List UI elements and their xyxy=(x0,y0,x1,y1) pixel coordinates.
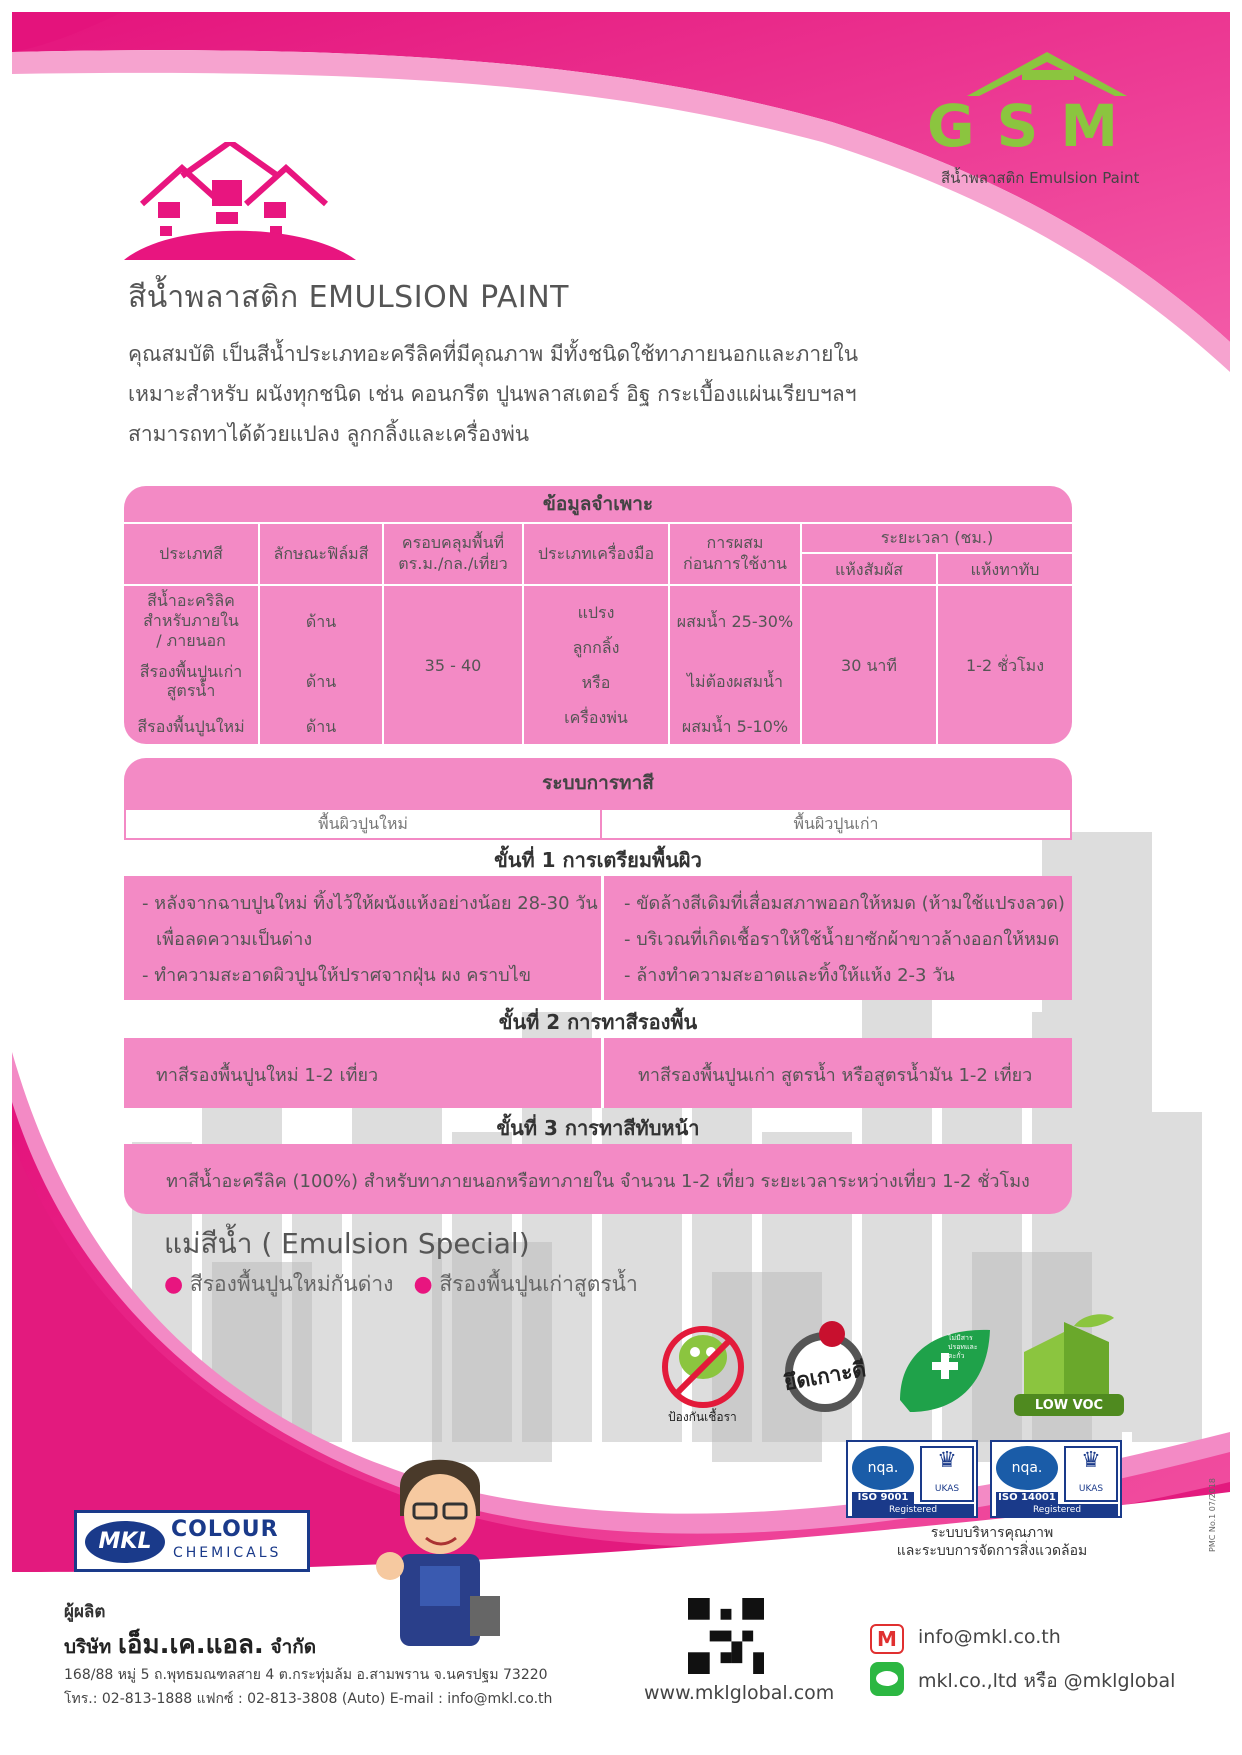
gmail-icon: M xyxy=(870,1624,904,1654)
low-voc-label: LOW VOC xyxy=(1034,1398,1104,1413)
cert-caption-line1: ระบบบริหารคุณภาพ xyxy=(930,1525,1054,1541)
line-id-link[interactable]: mkl.co.,ltd หรือ @mklglobal xyxy=(918,1670,1176,1692)
row1-type-line2: สำหรับภายใน xyxy=(143,611,239,630)
row2-film: ด้าน xyxy=(305,671,337,691)
row2-mix: ไม่ต้องผสมน้ำ xyxy=(686,671,783,691)
gsm-logo-subtitle: สีน้ำพลาสติก Emulsion Paint xyxy=(941,169,1140,187)
bullet-icon: ● xyxy=(413,1272,433,1297)
row2-type-line2: สูตรน้ำ xyxy=(166,681,216,700)
mother-item: สีรองพื้นปูนเก่าสูตรน้ำ xyxy=(439,1272,638,1296)
step1-new-line: - ทำความสะอาดผิวปูนให้ปราศจากฝุ่น ผง คราบไข xyxy=(142,965,532,986)
germ-blocked-icon xyxy=(648,1312,758,1412)
low-voc-badge xyxy=(1014,1312,1124,1422)
system-heading: ระบบการทาสี xyxy=(124,758,1072,808)
product-description xyxy=(128,334,988,454)
header-time: ระยะเวลา (ชม.) xyxy=(880,527,994,547)
website-link[interactable]: www.mklglobal.com xyxy=(644,1682,835,1704)
mkl-logo-mark: MKL xyxy=(85,1521,165,1563)
mother-title: แม่สีน้ำ ( Emulsion Special) xyxy=(164,1227,530,1260)
step2-old-text: ทาสีรองพื้นปูนเก่า สูตรน้ำ หรือสูตรน้ำมัน 1-2 เที่ยว xyxy=(638,1065,1033,1086)
description-line: คุณสมบัติ เป็นสีน้ำประเภทอะครีลิคที่มีคุณภาพ มีทั้งชนิดใช้ทาภายนอกและภายใน xyxy=(128,342,859,366)
antifungal-badge xyxy=(648,1312,758,1422)
ukas-label: UKAS xyxy=(1078,1484,1104,1494)
qr-code-icon xyxy=(688,1598,764,1674)
email-link[interactable]: info@mkl.co.th xyxy=(918,1626,1061,1648)
coverage-value: 35 - 40 xyxy=(424,655,482,675)
gsm-logo xyxy=(927,48,1167,188)
line-chat-icon xyxy=(870,1662,904,1696)
mkl-logo-word1: COLOUR xyxy=(171,1517,279,1542)
header-tool: ประเภทเครื่องมือ xyxy=(537,543,655,563)
header-coverage-line1: ครอบคลุมพื้นที่ xyxy=(401,533,505,552)
tool-item: แปรง xyxy=(577,603,615,622)
company-contact: โทร.: 02-813-1888 แฟกซ์ : 02-813-3808 (Auto) E-mail : info@mkl.co.th xyxy=(64,1691,553,1707)
header-dry-touch: แห้งสัมผัส xyxy=(834,559,904,579)
tool-item: ลูกกลิ้ง xyxy=(572,638,620,657)
registered-label: Registered xyxy=(996,1504,1118,1516)
step2-new-text: ทาสีรองพื้นปูนใหม่ 1-2 เที่ยว xyxy=(156,1065,379,1086)
safe-badge xyxy=(890,1320,1000,1420)
cert-caption-line2: และระบบการจัดการสิ่งแวดล้อม xyxy=(896,1543,1088,1559)
adhesion-badge xyxy=(770,1312,880,1422)
antifungal-label: ป้องกันเชื้อรา xyxy=(668,1410,737,1424)
step2-heading: ขั้นที่ 2 การทาสีรองพื้น xyxy=(498,1010,698,1034)
spec-table-heading: ข้อมูลจำเพาะ xyxy=(542,493,654,515)
step3-heading: ขั้นที่ 3 การทาสีทับหน้า xyxy=(496,1116,700,1140)
step2-box xyxy=(124,1038,1072,1108)
ukas-crown-icon: ♛ xyxy=(1064,1446,1118,1502)
step1-old-line: - ขัดล้างสีเดิมที่เสื่อมสภาพออกให้หมด (ห้ามใช้แปรงลวด) xyxy=(624,893,1065,914)
header-paint-type: ประเภทสี xyxy=(159,543,223,563)
row1-type-line3: / ภายนอก xyxy=(156,631,226,650)
producer-label: ผู้ผลิต xyxy=(64,1602,106,1622)
row2-type xyxy=(124,656,258,706)
header-dry-recoat: แห้งทาทับ xyxy=(970,559,1040,579)
row1-type-line1: สีน้ำอะคริลิค xyxy=(147,591,235,610)
header-mix xyxy=(670,522,800,584)
dry-recoat-value: 1-2 ชั่วโมง xyxy=(965,655,1044,675)
iso14001-label: ISO 14001 xyxy=(996,1492,1058,1504)
nqa-logo: nqa. xyxy=(852,1446,914,1490)
company-name xyxy=(64,1624,316,1665)
description-line: เหมาะสำหรับ ผนังทุกชนิด เช่น คอนกรีต ปูนพลาสเตอร์ อิฐ กระเบื้องแผ่นเรียบฯลฯ xyxy=(128,382,857,406)
row1-mix: ผสมน้ำ 25-30% xyxy=(676,611,794,631)
spec-table xyxy=(124,486,1072,744)
header-coverage-line2: ตร.ม./กล./เที่ยว xyxy=(398,554,508,573)
system-col-new: พื้นผิวปูนใหม่ xyxy=(124,808,602,840)
page-title: สีน้ำพลาสติก EMULSION PAINT xyxy=(128,280,569,315)
tools-list xyxy=(524,586,668,744)
step1-old-line: - บริเวณที่เกิดเชื้อราให้ใช้น้ำยาซักผ้าขาวล้างออกให้หมด xyxy=(624,929,1060,950)
row2-type-line1: สีรองพื้นปูนเก่า xyxy=(139,662,243,681)
safe-label: ไม่มีสารปรอทและตะกั่ว xyxy=(948,1334,978,1360)
bullet-icon: ● xyxy=(164,1272,184,1297)
step1-old-line: - ล้างทำความสะอาดและทิ้งให้แห้ง 2-3 วัน xyxy=(624,965,955,986)
iso14001-cert xyxy=(990,1440,1122,1518)
adhesion-label: ยึดเกาะดี xyxy=(782,1357,868,1395)
header-film: ลักษณะฟิล์มสี xyxy=(273,543,369,563)
ukas-crown-icon: ♛ xyxy=(920,1446,974,1502)
row3-type: สีรองพื้นปูนใหม่ xyxy=(137,716,245,736)
mkl-logo xyxy=(74,1510,310,1572)
cert-caption xyxy=(872,1524,1112,1560)
row3-mix: ผสมน้ำ 5-10% xyxy=(681,716,789,736)
step3-box xyxy=(124,1144,1072,1214)
system-col-old: พื้นผิวปูนเก่า xyxy=(600,808,1072,840)
mkl-logo-word2: CHEMICALS xyxy=(173,1545,282,1561)
mascot-painter-illustration xyxy=(370,1446,510,1646)
step3-text: ทาสีน้ำอะครีลิค (100%) สำหรับทาภายนอกหรือทาภายใน จำนวน 1-2 เที่ยว ระยะเวลาระหว่างเที่ยว 1-2 ชั่วโมง xyxy=(166,1171,1030,1192)
row1-film: ด้าน xyxy=(305,611,337,631)
company-name-suffix: จำกัด xyxy=(270,1636,317,1658)
header-mix-line1: การผสม xyxy=(706,533,764,552)
registered-label: Registered xyxy=(852,1504,974,1516)
tool-item: หรือ xyxy=(581,673,611,692)
company-name-main: เอ็ม.เค.แอล. xyxy=(117,1630,264,1660)
company-name-prefix: บริษัท xyxy=(64,1636,112,1658)
nqa-logo: nqa. xyxy=(996,1446,1058,1490)
step1-heading: ขั้นที่ 1 การเตรียมพื้นผิว xyxy=(494,848,702,872)
row1-type xyxy=(124,588,258,654)
header-coverage xyxy=(384,522,522,584)
ukas-label: UKAS xyxy=(934,1484,960,1494)
brochure-page xyxy=(12,12,1230,1743)
dry-touch-value: 30 นาที xyxy=(841,655,897,675)
mother-item: สีรองพื้นปูนใหม่กันด่าง xyxy=(189,1272,394,1296)
step1-box xyxy=(124,876,1072,1000)
row3-film: ด้าน xyxy=(305,716,337,736)
iso9001-cert xyxy=(846,1440,978,1518)
houses-icon xyxy=(120,142,360,262)
document-code: PMC No.1 07/2018 xyxy=(1208,1477,1217,1552)
spec-grid xyxy=(124,522,1072,744)
tool-item: เครื่องพ่น xyxy=(564,708,628,727)
mother-items xyxy=(164,1268,638,1301)
header-mix-line2: ก่อนการใช้งาน xyxy=(683,554,787,573)
step1-new-line: - หลังจากฉาบปูนใหม่ ทิ้งไว้ให้ผนังแห้งอย่างน้อย 28-30 วัน xyxy=(142,893,598,914)
iso9001-label: ISO 9001 xyxy=(852,1492,914,1504)
step1-new-line: เพื่อลดความเป็นด่าง xyxy=(156,929,313,950)
company-address: 168/88 หมู่ 5 ถ.พุทธมณฑลสาย 4 ต.กระทุ่มล้ม อ.สามพราน จ.นครปฐม 73220 xyxy=(64,1667,548,1683)
gsm-logo-text: GSM xyxy=(927,92,1141,160)
description-line: สามารถทาได้ด้วยแปลง ลูกกลิ้งและเครื่องพ่น xyxy=(128,422,530,446)
